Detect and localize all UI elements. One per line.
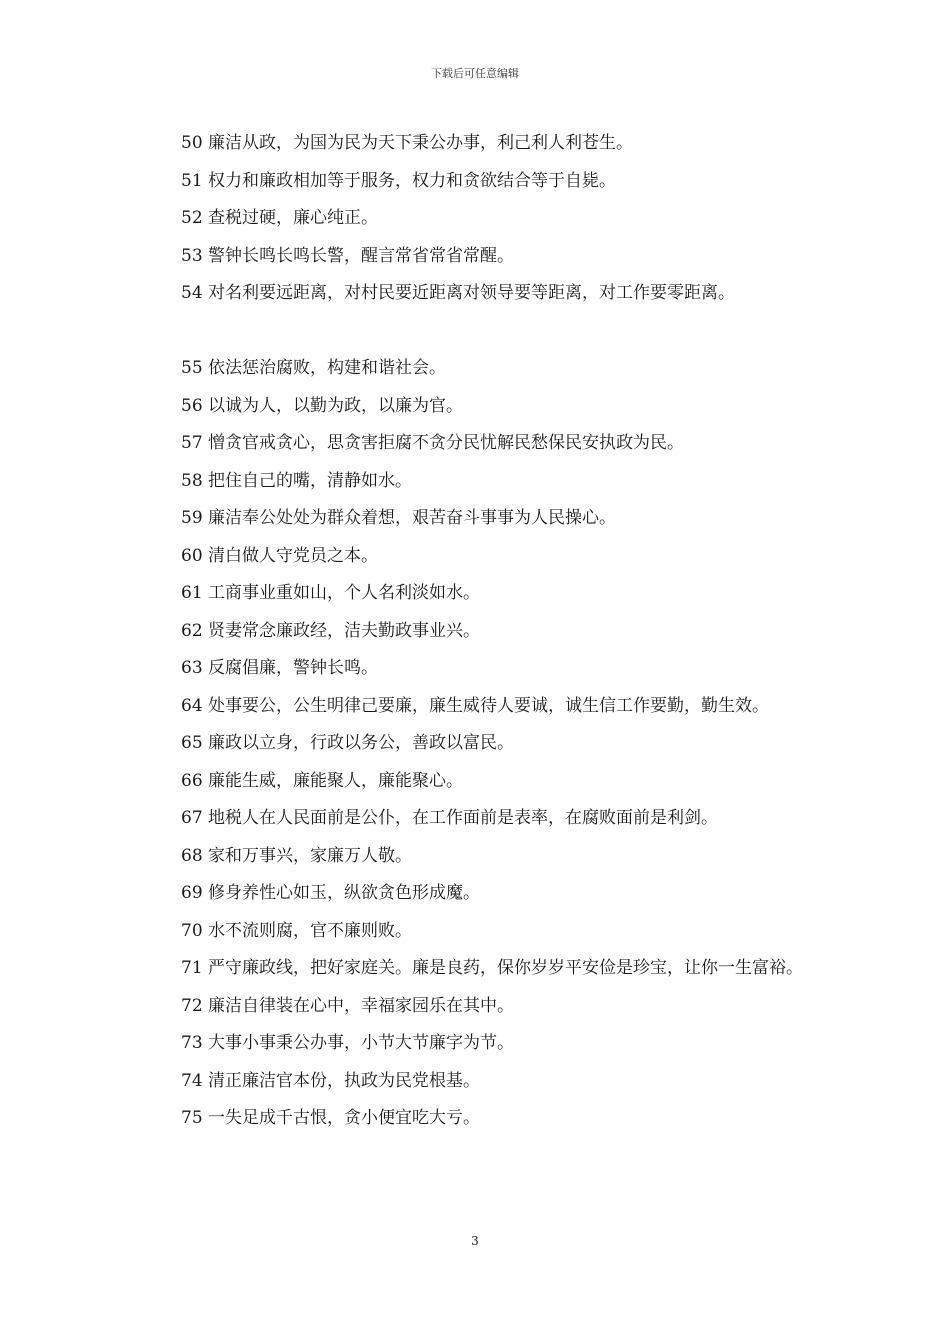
slogan-54: 54 对名利要远距离，对村民要近距离对领导要等距离，对工作要零距离。: [181, 283, 736, 303]
slogan-71: 71 严守廉政线，把好家庭关。廉是良药，保你岁岁平安俭是珍宝，让你一生富裕。: [181, 958, 804, 978]
slogan-51: 51 权力和廉政相加等于服务，权力和贪欲结合等于自毙。: [181, 170, 617, 191]
slogan-57: 57 憎贪官戒贪心，思贪害拒腐不贪分民忧解民愁保民安执政为民。: [181, 433, 685, 453]
slogan-52: 52 查税过硬，廉心纯正。: [181, 208, 379, 228]
slogan-56: 56 以诚为人，以勤为政，以廉为官。: [181, 395, 464, 416]
slogan-58: 58 把住自己的嘴，清静如水。: [181, 470, 413, 491]
document-body: [145, 125, 815, 1138]
slogan-75: 75 一失足成千古恨，贪小便宜吃大亏。: [181, 1108, 481, 1128]
slogan-72: 72 廉洁自律装在心中，幸福家园乐在其中。: [181, 995, 515, 1016]
slogan-69: 69 修身养性心如玉，纵欲贪色形成魔。: [181, 883, 481, 903]
slogan-70: 70 水不流则腐，官不廉则败。: [181, 920, 413, 941]
blank-line: [145, 313, 815, 351]
page-number: 3: [471, 1234, 479, 1248]
slogan-50: 50 廉洁从政，为国为民为天下秉公办事，利己利人利苍生。: [181, 133, 634, 153]
slogan-59: 59 廉洁奉公处处为群众着想，艰苦奋斗事事为人民操心。: [181, 508, 617, 528]
slogan-61: 61 工商事业重如山，个人名利淡如水。: [181, 583, 481, 603]
page-header: 下载后可任意编辑: [431, 67, 519, 80]
slogan-64: 64 处事要公，公生明律己要廉，廉生威待人要诚，诚生信工作要勤，勤生效。: [181, 695, 770, 716]
slogan-68: 68 家和万事兴，家廉万人敬。: [181, 845, 413, 866]
slogan-66: 66 廉能生威，廉能聚人，廉能聚心。: [181, 770, 464, 791]
slogan-55: 55 依法惩治腐败，构建和谐社会。: [181, 358, 447, 378]
slogan-60: 60 清白做人守党员之本。: [181, 545, 379, 566]
slogan-63: 63 反腐倡廉，警钟长鸣。: [181, 658, 379, 678]
slogan-62: 62 贤妻常念廉政经，洁夫勤政事业兴。: [181, 620, 481, 641]
slogan-53: 53 警钟长鸣长鸣长警，醒言常省常省常醒。: [181, 245, 515, 266]
slogan-73: 73 大事小事秉公办事，小节大节廉字为节。: [181, 1033, 515, 1053]
slogan-67: 67 地税人在人民面前是公仆，在工作面前是表率，在腐败面前是利剑。: [181, 808, 719, 828]
slogan-74: 74 清正廉洁官本份，执政为民党根基。: [181, 1070, 481, 1091]
slogan-65: 65 廉政以立身，行政以务公，善政以富民。: [181, 733, 515, 753]
